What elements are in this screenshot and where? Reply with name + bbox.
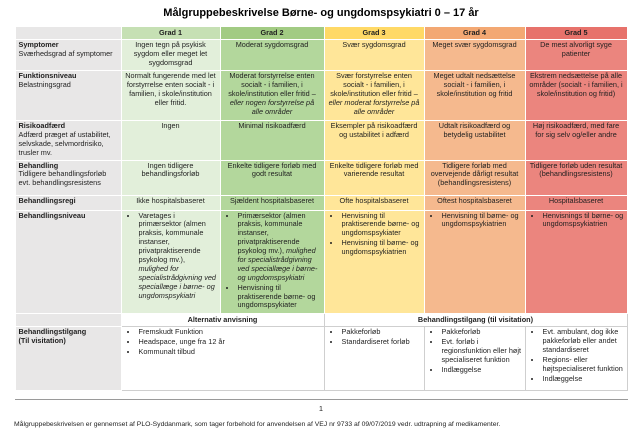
header-grad3: Grad 3 (324, 27, 424, 40)
cell-funktionsniveau-grad5: Ekstrem nedsættelse på alle områder (socialt - i familien, i skole/institution og fritid) (525, 71, 627, 121)
row-sublabel: Belastningsgrad (18, 79, 71, 89)
cell-behandlingsregi-grad3: Ofte hospitalsbaseret (324, 195, 424, 210)
footnote-text: Målgruppebeskrivelsen er gennemset af PLO-Syddanmark, som tager forbehold for anvendelsen af VEJ nr 9733 af 09/07/2019 vedr. udtrapning af medikamenter. (14, 421, 501, 428)
cell-behandlingsregi-grad1: Ikke hospitalsbaseret (121, 195, 220, 210)
label-behandling (15, 160, 121, 195)
cell-risikoadfaerd-grad2: Minimal risikoadfærd (220, 121, 324, 161)
cell-behandlingsniveau-grad2 (220, 210, 324, 314)
cell-behandlingsniveau-grad4 (424, 210, 525, 314)
table-header-row (15, 27, 627, 40)
bullet-item: • Evt. forløb i regionsfunktion eller højt specialiseret funktion (441, 338, 522, 365)
label-funktionsniveau (15, 71, 121, 121)
cell-behandling-grad4: Tidligere forløb med overvejende dårligt resultat (behandlingsresistens) (424, 160, 525, 195)
text-italic: eller nogen forstyrrelse på alle områder (229, 97, 315, 116)
label-behandlingsniveau (15, 210, 121, 314)
text-italic: mulighed for specialistrådgivning ved speciallæge i børne- og ungdomspsykiatri (237, 246, 318, 282)
header-grad4: Grad 4 (424, 27, 525, 40)
cell-behandlingsregi-grad5: Hospitalsbaseret (525, 195, 627, 210)
footer-separator-line (15, 399, 628, 400)
bullet-list (428, 328, 522, 374)
row-behandlingsniveau (15, 210, 627, 314)
bullet-item (237, 212, 321, 283)
cell-behandlingstilgang-grad4 (424, 327, 525, 391)
row-sublabel: (Til visitation) (18, 336, 66, 346)
cell-behandlingstilgang-grad5 (525, 327, 627, 391)
bullet-item: • Pakkeforløb (341, 328, 421, 337)
row-behandlingstilgang (15, 327, 627, 391)
bullet-list (328, 328, 421, 347)
bullet-list (529, 212, 624, 230)
bullet-item: • Henvisning til børne- og ungdomspsykiatrien (441, 212, 522, 230)
bullet-list (328, 212, 421, 257)
bullet-item: • Henvisnings til børne- og ungdomspsykiatrien (542, 212, 624, 230)
cell-funktionsniveau-grad1: Normalt fungerende med let forstyrrelse enten socialt - i familien, i skole/institution eller fritid. (121, 71, 220, 121)
text-normal: Moderat forstyrrelse enten socialt - i familien, i skole/institution eller fritid – (228, 71, 316, 98)
cell-behandling-grad2: Enkelte tidligere forløb med godt resultat (220, 160, 324, 195)
cell-symptomer-grad3: Svær sygdomsgrad (324, 40, 424, 71)
bullet-item: • Henvisning til praktiserende børne- og ungdomspsykiater (341, 212, 421, 239)
label-risikoadfaerd (15, 121, 121, 161)
cell-symptomer-grad4: Meget svær sygdomsgrad (424, 40, 525, 71)
cell-behandlingstilgang-grad3 (324, 327, 424, 391)
cell-risikoadfaerd-grad4: Udtalt risikoadfærd og betydelig ustabilitet (424, 121, 525, 161)
cell-behandlingsniveau-grad5 (525, 210, 627, 314)
bullet-item: • Headspace, unge fra 12 år (138, 338, 321, 347)
cell-funktionsniveau-grad2 (220, 71, 324, 121)
row-behandlingsregi (15, 195, 627, 210)
header-empty-cell (15, 27, 121, 40)
cell-risikoadfaerd-grad5: Høj risikoadfærd, med fare for sig selv og/eller andre (525, 121, 627, 161)
cell-behandlingsniveau-grad3 (324, 210, 424, 314)
label-behandlingsregi (15, 195, 121, 210)
row-label: Behandlingsniveau (18, 210, 86, 220)
row-subheader (15, 314, 627, 327)
row-label: Behandlingsregi (18, 195, 76, 205)
cell-symptomer-grad2: Moderat sygdomsgrad (220, 40, 324, 71)
bullet-item: • Pakkeforløb (441, 328, 522, 337)
text-normal: Varetages i primærsektor (almen praksis, kommunale instanser, privatpraktiserende psykolog mv.), (138, 210, 206, 265)
bullet-item: • Kommunalt tilbud (138, 348, 321, 357)
bullet-item (138, 212, 217, 301)
cell-risikoadfaerd-grad1: Ingen (121, 121, 220, 161)
bullet-list (428, 212, 522, 230)
cell-behandlingsregi-grad4: Oftest hospitalsbaseret (424, 195, 525, 210)
row-label: Behandlingstilgang (18, 327, 87, 337)
page-number: 1 (318, 404, 324, 414)
bullet-item: • Henvisning til børne- og ungdomspsykiatrien (341, 239, 421, 257)
subheader-alternativ-anvisning: Alternativ anvisning (121, 314, 324, 327)
bullet-list (125, 212, 217, 301)
bullet-list (125, 328, 321, 357)
subheader-behandlingstilgang: Behandlingstilgang (til visitation) (324, 314, 627, 327)
bullet-list (529, 328, 624, 383)
row-sublabel: Tidligere behandlingsforløb evt. behandlingsresistens (18, 169, 107, 188)
bullet-item: • Indlæggelse (542, 375, 624, 384)
text-normal: Svær forstyrrelse enten socialt - i familien, i skole/institution eller fritid – (330, 71, 418, 98)
row-label: Symptomer (18, 40, 59, 49)
bullet-item: • Indlæggelse (441, 366, 522, 375)
header-grad5: Grad 5 (525, 27, 627, 40)
cell-risikoadfaerd-grad3: Eksempler på risikoadfærd og ustabilitet i adfærd (324, 121, 424, 161)
row-risikoadfaerd (15, 121, 627, 161)
bullet-item: • Standardiseret forløb (341, 338, 421, 347)
bullet-item: • Henvisning til praktiserende børne- og ungdomspsykiater (237, 284, 321, 311)
cell-behandlingsregi-grad2: Sjældent hospitalsbaseret (220, 195, 324, 210)
cell-funktionsniveau-grad3 (324, 71, 424, 121)
row-label: Behandling (18, 160, 59, 170)
bullet-item: • Regions- eller højtspecialiseret funktion (542, 356, 624, 374)
bullet-item: • Evt. ambulant, dog ikke pakkeforløb eller andet standardiseret (542, 328, 624, 355)
row-funktionsniveau (15, 71, 627, 121)
cell-symptomer-grad5: De mest alvorligt syge patienter (525, 40, 627, 71)
header-grad2: Grad 2 (220, 27, 324, 40)
subheader-empty-cell (15, 314, 121, 327)
text-normal: Primærsektor (almen praksis, kommunale instanser, privatpraktiserende psykolog mv.), (237, 210, 306, 256)
cell-funktionsniveau-grad4: Meget udtalt nedsættelse socialt - i familien, i skole/institution og fritid (424, 71, 525, 121)
cell-behandling-grad3: Enkelte tidligere forløb med varierende resultat (324, 160, 424, 195)
text-italic: eller moderat forstyrrelse på alle områder (328, 97, 420, 116)
row-sublabel: Adfærd præget af ustabilitet, selvskade, selvmordrisiko, trusler mv. (18, 129, 111, 157)
cell-behandlingstilgang-grad1-2 (121, 327, 324, 391)
cell-behandling-grad1: Ingen tidligere behandlingsforløb (121, 160, 220, 195)
row-sublabel: Sværhedsgrad af symptomer (18, 48, 113, 58)
cell-behandling-grad5: Tidligere forløb uden resultat (behandlingsresistens) (525, 160, 627, 195)
row-symptomer (15, 40, 627, 71)
cell-behandlingsniveau-grad1 (121, 210, 220, 314)
row-label: Funktionsniveau (18, 71, 77, 80)
label-symptomer (15, 40, 121, 71)
bullet-list (224, 212, 321, 311)
malgruppe-table (15, 26, 628, 391)
row-label: Risikoadfærd (18, 121, 66, 130)
cell-symptomer-grad1: Ingen tegn på psykisk sygdom eller meget let sygdomsgrad (121, 40, 220, 71)
bullet-item: • Fremskudt Funktion (138, 328, 321, 337)
header-grad1: Grad 1 (121, 27, 220, 40)
row-behandling (15, 160, 627, 195)
page-title: Målgruppebeskrivelse Børne- og ungdomspsykiatri 0 – 17 år (163, 7, 479, 19)
label-behandlingstilgang (15, 327, 121, 391)
text-italic: mulighed for specialistrådgivning ved speciallæge i børne- og ungdomspsykiatri (138, 263, 216, 300)
